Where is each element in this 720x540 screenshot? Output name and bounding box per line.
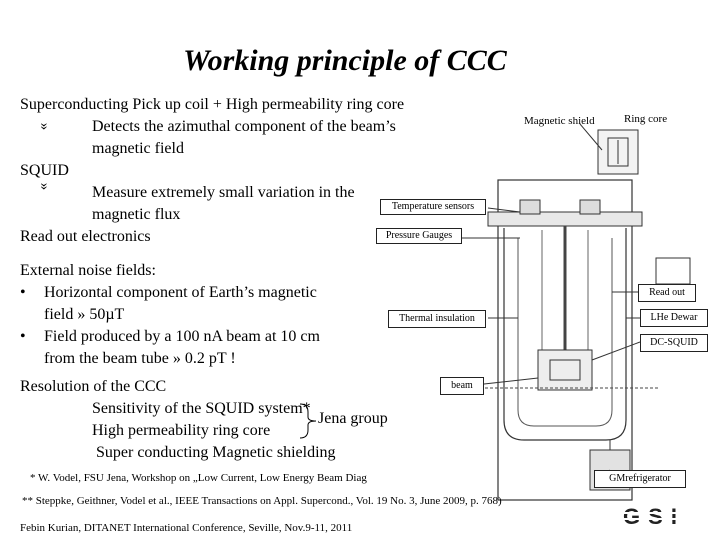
read-out-label: Read out [638, 284, 696, 302]
port-right [580, 200, 600, 214]
thermal-insulation-label: Thermal insulation [388, 310, 486, 328]
intro-squid: SQUID [20, 162, 69, 179]
intro-line-1: Superconducting Pick up coil + High permeability ring core [20, 96, 405, 113]
magnetic-shield-label: Magnetic shield [524, 115, 595, 127]
readout-box [656, 258, 690, 284]
port-left [520, 200, 540, 214]
page-title: Working principle of CCC [183, 44, 507, 77]
footnote-1: * W. Vodel, FSU Jena, Workshop on „Low Current, Low Energy Beam Diag [30, 472, 367, 484]
arrow-down-icon: » [36, 122, 53, 131]
noise-heading: External noise fields: [20, 262, 156, 279]
intro-line-2: Detects the azimuthal component of the beam’s [92, 118, 396, 135]
leader-temperature [488, 208, 520, 212]
intro-line-5: magnetic flux [92, 206, 181, 223]
intro-line-4: Measure extremely small variation in the [92, 184, 355, 201]
temperature-sensors-label: Temperature sensors [380, 199, 486, 215]
resolution-line-3: Super conducting Magnetic shielding [96, 444, 336, 461]
bullet-2: • [20, 328, 26, 345]
noise-item-2a: Field produced by a 100 nA beam at 10 cm [44, 328, 320, 345]
gm-refrigerator-label: GMrefrigerator [594, 470, 686, 488]
jena-group-label: Jena group [318, 410, 388, 427]
gsi-logo [604, 504, 704, 530]
intro-readout: Read out electronics [20, 228, 151, 245]
brace-icon [298, 402, 320, 440]
top-flange [488, 212, 642, 226]
footnote-2: ** Steppke, Geithner, Vodel et al., IEEE Transactions on Appl. Supercond., Vol. 19 No. 3, June 2009, p. 768) [22, 495, 502, 507]
intro-line-3: magnetic field [92, 140, 184, 157]
resolution-heading: Resolution of the CCC [20, 378, 167, 395]
pressure-gauges-label: Pressure Gauges [376, 228, 462, 244]
footer-citation: Febin Kurian, DITANET International Conference, Seville, Nov.9-11, 2011 [20, 522, 353, 534]
noise-item-1a: Horizontal component of Earth’s magnetic [44, 284, 317, 301]
noise-item-1b: field » 50µT [44, 306, 125, 323]
resolution-line-1: Sensitivity of the SQUID system* [92, 400, 311, 417]
gsi-logo-text: GSI [623, 504, 685, 529]
arrow-down-icon-2: » [36, 182, 53, 191]
noise-item-2b: from the beam tube » 0.2 pT ! [44, 350, 236, 367]
leader-squid [592, 342, 640, 360]
bullet-1: • [20, 284, 26, 301]
resolution-line-2: High permeability ring core [92, 422, 271, 439]
dc-squid-label: DC-SQUID [640, 334, 708, 352]
ring-core-label: Ring core [624, 113, 668, 125]
beam-label: beam [440, 377, 484, 395]
core-housing [538, 350, 592, 390]
lhe-dewar-label: LHe Dewar [640, 309, 708, 327]
